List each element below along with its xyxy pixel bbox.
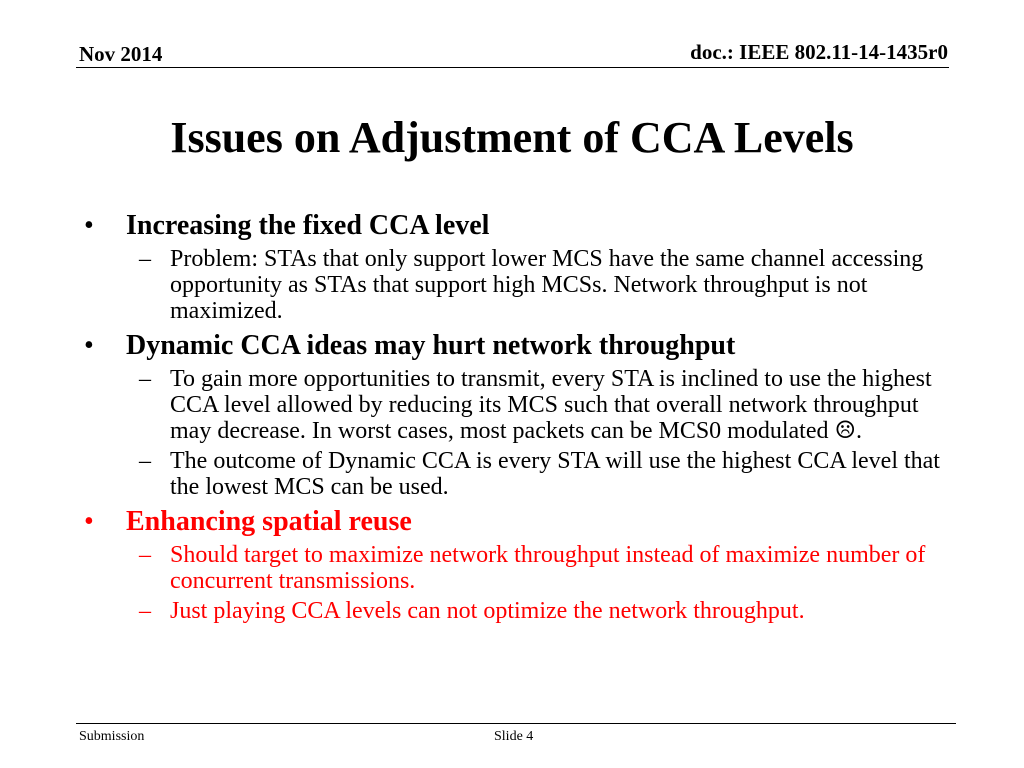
dash-icon: –	[139, 246, 151, 272]
footer-submission: Submission	[79, 729, 145, 744]
sub-bullet-item	[84, 246, 964, 324]
bullet-text: Enhancing spatial reuse	[126, 506, 412, 537]
sub-bullet-text: To gain more opportunities to transmit, every STA is inclined to use the highest CCA level allowed by reducing its MCS such that overall network throughput may decrease. In worst cases, most packets can be MCS0 modulated ☹.	[170, 366, 932, 444]
sub-bullet-item	[84, 366, 964, 444]
sub-bullet-text: The outcome of Dynamic CCA is every STA will use the highest CCA level that the lowest MCS can be used.	[170, 448, 940, 500]
bullet-item-highlight	[84, 506, 964, 538]
sub-bullet-text: Just playing CCA levels can not optimize the network throughput.	[170, 598, 805, 624]
bullet-text: Dynamic CCA ideas may hurt network throughput	[126, 330, 736, 361]
slide-title: Issues on Adjustment of CCA Levels	[170, 113, 854, 162]
header-doc-id: doc.: IEEE 802.11-14-1435r0	[690, 40, 948, 64]
footer-divider	[76, 723, 956, 724]
dash-icon: –	[139, 598, 151, 624]
sub-bullet-item	[84, 448, 964, 500]
slide-body	[84, 204, 964, 624]
bullet-icon: •	[84, 330, 94, 361]
sub-bullet-item-highlight	[84, 542, 964, 594]
dash-icon: –	[139, 366, 151, 392]
sub-bullet-text: Problem: STAs that only support lower MCS have the same channel accessing opportunity as STAs that support high MCSs. Network throughput is not maximized.	[170, 246, 924, 324]
bullet-icon: •	[84, 210, 94, 241]
bullet-icon: •	[84, 506, 94, 537]
dash-icon: –	[139, 542, 151, 568]
dash-icon: –	[139, 448, 151, 474]
bullet-item	[84, 330, 964, 362]
header-divider	[76, 67, 949, 68]
footer-slide-number: Slide 4	[494, 729, 534, 744]
header-date: Nov 2014	[79, 42, 163, 66]
bullet-text: Increasing the fixed CCA level	[126, 210, 490, 241]
sub-bullet-item-highlight	[84, 598, 964, 624]
sub-bullet-text: Should target to maximize network throughput instead of maximize number of concurrent transmissions.	[170, 542, 926, 594]
bullet-item	[84, 210, 964, 242]
